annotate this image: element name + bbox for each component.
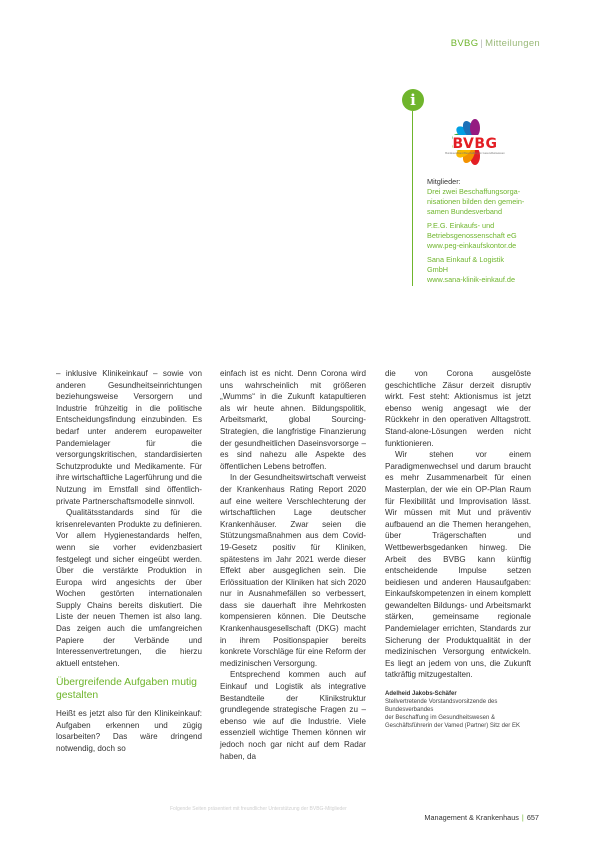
paragraph: – inklusive Klinikeinkauf – sowie von anderen Gesundheitseinrichtungen beziehungsweise Versorgern und Industrie frühzeitig in die politische Entscheidungsfindung einzubinden. Es bedarf unter anderem europaweiter Pandemielager für die versorgungskritischen, standardisierten Schutzprodukte und Medikamente. Für ihre wirtschaftliche Lagerführung und die Nutzung im Ernstfall sind öffentlich-private Partnerschaftsmodelle sinnvoll.: [56, 369, 202, 506]
author-role-3: Geschäftsführerin der Vamed (Partner) Sitz der EK: [385, 723, 520, 730]
org2-name-1: Sana Einkauf & Logistik: [427, 255, 505, 264]
org1-name-1: P.E.G. Einkaufs- und: [427, 221, 495, 230]
author-role-2: der Beschaffung im Gesundheitswesen &: [385, 715, 495, 722]
members-label: Mitglieder:: [427, 177, 461, 186]
journal-name: Management & Krankenhaus: [424, 813, 519, 822]
logo-subtitle: Bundesverband Beschaffung im Gesundheitswesen: [445, 152, 505, 155]
author-block: [385, 690, 531, 730]
members-desc-1: Drei zwei Beschaffungsorga-: [427, 187, 521, 196]
footer-note: Folgende Seiten präsentiert mit freundlicher Unterstützung der BVBG-Mitglieder: [170, 806, 347, 812]
org1-url[interactable]: www.peg-einkaufskontor.de: [427, 241, 517, 250]
paragraph: Entsprechend kommen auch auf Einkauf und Logistik als integrative Bestandteile der Klinikstruktur grundlegende strategische Fragen zu – ebenso wie auf die Industrie. Viele essenziell wichtige Themen können wir jedoch noch gar nicht auf dem Radar haben, da: [220, 670, 366, 761]
info-rule: [412, 111, 413, 286]
paragraph: einfach ist es nicht. Denn Corona wird uns wahrscheinlich mit größeren „Wumms“ in die Zukunft katapultieren als wir heute ahnen. Bildungspolitik, Arbeitsmarkt, global Sourcing-Strategien, die langfristige Finanzierung der gesundheitlichen Daseinsvorsorge – es sind nahezu alle Aspekte des öffentlichen Lebens betroffen.: [220, 369, 366, 471]
paragraph: die von Corona ausgelöste geschichtliche Zäsur derzeit disruptiv wirkt. Fest steht: Aktionismus ist jetzt ebenso wenig angesagt wie der Rückkehr in den operativen Alltagstrott. Stand-alone-Lösungen werden nicht funktionieren.: [385, 369, 531, 448]
logo-text: BVBG: [452, 136, 498, 152]
page-footer: Management & Krankenhaus | 657: [424, 813, 539, 822]
header-section: Mitteilungen: [485, 38, 540, 49]
org2-url[interactable]: www.sana-klinik-einkauf.de: [427, 275, 516, 284]
header-separator: |: [480, 38, 484, 49]
logo-petal: [470, 119, 480, 137]
paragraph: In der Gesundheitswirtschaft verweist der Krankenhaus Rating Report 2020 auf eine weitere Verschlechterung der wirtschaftlichen Lage deutscher Krankenhäuser. Zwar seien die Stützungsmaßnahmen aus dem Covid-19-Gesetz positiv für Kliniken, spätestens im Jahr 2021 werde dieser Effekt aber ausgeglichen sein. Die Erlössituation der Kliniken hat sich 2020 nur in Ausnahmefällen so verbessert, dass sie dauerhaft ihre Mehrkosten kompensieren können. Die Deutsche Krankenhausgesellschaft (DKG) macht in ihrem Positionspapier bereits konkrete Vorschläge für eine Reform der medizinischen Versorgung.: [220, 473, 366, 668]
info-icon: i: [402, 89, 424, 111]
org1-name-2: Betriebsgenossenschaft eG: [427, 231, 517, 240]
article-column-3: [385, 368, 531, 730]
article-column-2: [220, 368, 366, 762]
article-column-1: [56, 368, 202, 755]
section-heading: Übergreifende Aufgaben mutig gestalten: [56, 677, 197, 701]
paragraph: Heißt es jetzt also für den Klinikeinkauf: Aufgaben erkennen und zügig losarbeiten? Das wäre dringend notwendig, doch so: [56, 709, 202, 754]
running-header: [451, 38, 540, 49]
members-desc-3: samen Bundesverband: [427, 207, 503, 216]
bvbg-logo: [440, 118, 510, 170]
page-number: 657: [526, 813, 539, 822]
header-brand: BVBG: [450, 38, 479, 49]
members-desc-2: nisationen bilden den gemein-: [427, 197, 525, 206]
author-name: Adelheid Jakobs-Schäfer: [385, 691, 457, 698]
org2-name-2: GmbH: [427, 265, 449, 274]
author-role-1: Stellvertretende Vorstandsvorsitzende des Bundesverbandes: [385, 699, 498, 714]
member-info-box: [427, 177, 552, 285]
paragraph: Qualitätsstandards sind für die krisenrelevanten Produkte zu definieren. Vor allem Hygienestandards helfen, wenn sie vorher evidenzbasiert festgelegt und sicher eingeübt werden. Über die verstärkte Produktion in Europa wird angesichts der über Wochen gestörten internationalen Supply Chains bereits diskutiert. Die Liste der neuen Themen ist also lang. Das zeigen auch die umfangreichen Papiere der Verbände und Interessenvertretungen, die hierzu aktuell entstehen.: [56, 508, 202, 668]
paragraph: Wir stehen vor einem Paradigmenwechsel und darum braucht es mehr Zusammenarbeit für einen Masterplan, der wie ein OP-Plan Raum für Flexibilität und Improvisation lässt. Wir müssen mit Mut und präventiv aufbauend an die Themen herangehen, über Trägerschaften und Wettbewerbsgedanken hinweg. Die Arbeit des BVBG kann künftig entscheidende Impulse setzen beidiesen und anderen Hausaufgaben: Einkaufskompetenzen in einem komplett gewandelten Bildungs- und Arbeitsmarkt stärken, gemeinsame regionale Pandemielager errichten, Standards zur Sicherung der Produktqualität in der medizinischen Versorgung entwickeln. Es liegt an jedem von uns, die Zukunft tatkräftig mitzugestalten.: [385, 450, 531, 680]
